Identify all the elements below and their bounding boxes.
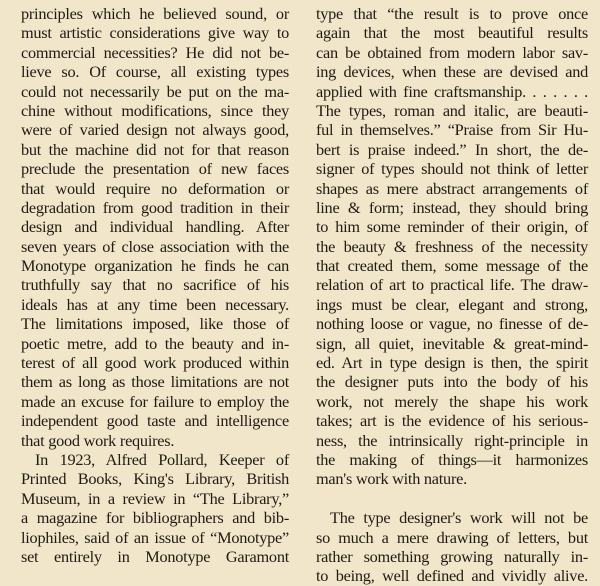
text-line: In 1923, Alfred Pollard, Keeper of [35, 449, 289, 469]
text-line: must artistic considerations give way to [21, 23, 289, 43]
text-line: preclude the presentation of new faces [21, 159, 289, 179]
text-line: seven years of close association with the [21, 236, 289, 256]
text-line: a magazine for bibliographers and bib- [21, 508, 289, 528]
text-line: can be obtained from modern labor sav- [316, 42, 588, 62]
text-line: work, not merely the shape his work [316, 391, 588, 411]
text-line: liophiles, said of an issue of “Monotype” [21, 527, 289, 547]
text-line: shapes as mere abstract arrangements of [316, 178, 588, 198]
text-line: ed. Art in type design is then, the spirit [316, 353, 588, 373]
text-line: line & form; instead, they should bring [316, 197, 588, 217]
text-line: but the machine did not for that reason [21, 139, 289, 159]
text-line: so much a mere drawing of letters, but [316, 527, 588, 547]
text-line: again that the most beautiful results [316, 23, 588, 43]
text-line: takes; art is the evidence of his serious- [316, 411, 588, 431]
text-line: applied with fine craftsmanship. . . . . . . [316, 81, 588, 101]
text-line: made an excuse for failure to employ the [21, 391, 289, 411]
text-line: could not necessarily be put on the ma- [21, 81, 289, 101]
right-column [316, 4, 588, 586]
text-line: terest of all good work produced within [21, 353, 289, 373]
text-line: ness, the intrinsically right-principle in [316, 430, 588, 450]
text-line: sign, all quiet, inevitable & great-mind- [316, 333, 588, 353]
text-line: lieve so. Of course, all existing types [21, 62, 289, 82]
text-line: Museum, in a review in “The Library,” [21, 488, 289, 508]
text-line: chine without modifications, since they [21, 100, 289, 120]
text-line: Monotype organization he finds he can [21, 256, 289, 276]
text-line: man's work with nature. [316, 469, 467, 489]
text-line: The type designer's work will not be [330, 508, 588, 528]
text-line: principles which he believed sound, or [21, 4, 289, 23]
text-line: the making of things—it harmonizes [316, 449, 588, 469]
text-line: to being, well defined and vividly alive. [316, 566, 588, 586]
text-line: that created them, some message of the [316, 256, 588, 276]
left-column [21, 4, 289, 566]
text-line: the beauty & freshness of the necessity [316, 236, 588, 256]
text-line: were of varied design not always good, [21, 120, 289, 140]
text-line: design and individual handling. After [21, 217, 289, 237]
text-line: ideals has at any time been necessary. [21, 294, 289, 314]
text-line: ful in themselves.” “Praise from Sir Hu- [316, 120, 588, 140]
text-line: nothing loose or vague, no finesse of de- [316, 314, 588, 334]
text-line: to him some reminder of their origin, of [316, 217, 588, 237]
text-line: The limitations imposed, like those of [21, 314, 289, 334]
text-line: Printed Books, King's Library, British [21, 469, 289, 489]
text-line: the designer puts into the body of his [316, 372, 588, 392]
text-line: poetic metre, add to the beauty and in- [21, 333, 289, 353]
text-line: independent good taste and intelligence [21, 411, 289, 431]
text-line: them as long as those limitations are not [21, 372, 289, 392]
text-line: rather something growing naturally in- [316, 546, 588, 566]
text-line: bert is praise indeed.” In short, the de- [316, 139, 588, 159]
text-line: The types, roman and italic, are beauti- [316, 100, 588, 120]
text-line: that would require no deformation or [21, 178, 289, 198]
text-line: type that “the result is to prove once [316, 4, 588, 23]
text-line: degradation from good tradition in their [21, 197, 289, 217]
text-line: signer of types should not think of letter [316, 159, 588, 179]
text-line: ing devices, when these are devised and [316, 62, 588, 82]
text-line [316, 489, 588, 508]
text-line: commercial necessities? He did not be- [21, 42, 289, 62]
text-line: ings must be clear, elegant and strong, [316, 294, 588, 314]
text-line: relation of art to practical life. The draw- [316, 275, 588, 295]
text-line: that good work requires. [21, 430, 175, 450]
text-line: set entirely in Monotype Garamont [21, 546, 289, 566]
text-line: truthfully say that no sacrifice of his [21, 275, 289, 295]
